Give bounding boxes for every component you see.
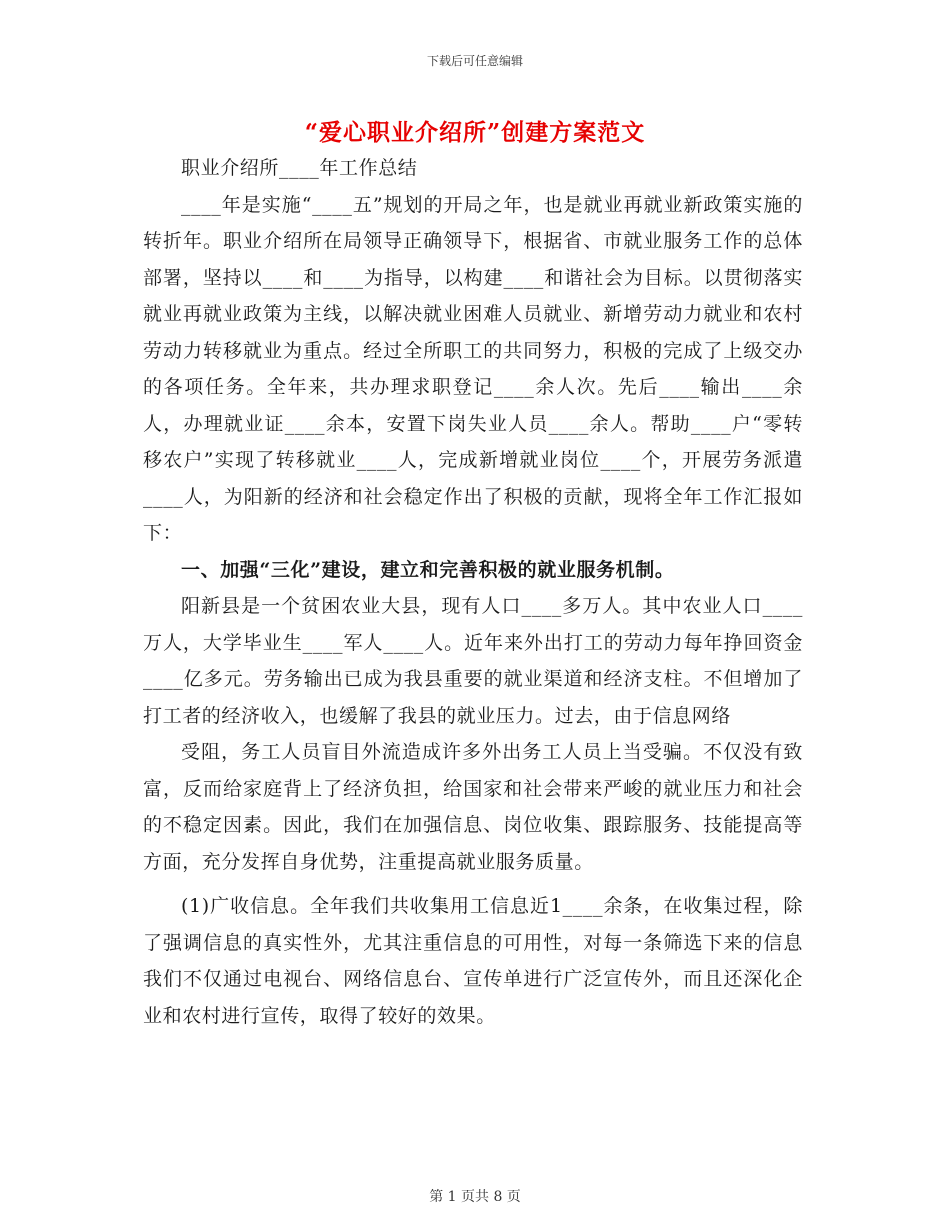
problem-paragraph: 受阻，务工人员盲目外流造成许多外出务工人员上当受骗。不仅没有致富，反而给家庭背上了经济负担，给国家和社会带来严峻的就业压力和社会的不稳定因素。因此，我们在加强信息、岗位收集、跟踪服务、技能提高等方面，充分发挥自身优势，注重提高就业服务质量。	[143, 741, 803, 873]
section-heading: 一、加强“三化”建设，建立和完善积极的就业服务机制。	[181, 558, 675, 581]
page-number: 第 1 页共 8 页	[429, 1189, 521, 1205]
county-paragraph: 阳新县是一个贫困农业大县，现有人口____多万人。其中农业人口____万人，大学毕业生____军人____人。近年来外出打工的劳动力每年挣回资金____亿多元。劳务输出已成为我县重要的就业渠道和经济支柱。不但增加了打工者的经济收入，也缓解了我县的就业压力。过去，由于信息网络	[143, 595, 803, 727]
page-header-note: 下载后可任意编辑	[426, 54, 523, 68]
document-title: “爱心职业介绍所”创建方案范文	[304, 119, 646, 146]
document-body	[143, 150, 803, 1034]
intro-paragraph: ____年是实施“____五”规划的开局之年，也是就业再就业新政策实施的转折年。职业介绍所在局领导正确领导下，根据省、市就业服务工作的总体部署，坚持以____和____为指导，以构建____和谐社会为目标。以贯彻落实就业再就业政策为主线，以解决就业困难人员就业、新增劳动力就业和农村劳动力转移就业为重点。经过全所职工的共同努力，积极的完成了上级交办的各项任务。全年来，共办理求职登记____余人次。先后____输出____余人，办理就业证____余本，安置下岗失业人员____余人。帮助____户“零转移农户”实现了转移就业____人，完成新增就业岗位____个，开展劳务派遣____人，为阳新的经济和社会稳定作出了积极的贡献，现将全年工作汇报如下：	[143, 193, 803, 544]
subtitle-paragraph: 职业介绍所____年工作总结	[181, 157, 418, 179]
info-collection-paragraph: (1)广收信息。全年我们共收集用工信息近1____余条，在收集过程，除了强调信息的真实性外，尤其注重信息的可用性，对每一条筛选下来的信息我们不仅通过电视台、网络信息台、宣传单进行广泛宣传外，而且还深化企业和农村进行宣传，取得了较好的效果。	[143, 895, 803, 1027]
